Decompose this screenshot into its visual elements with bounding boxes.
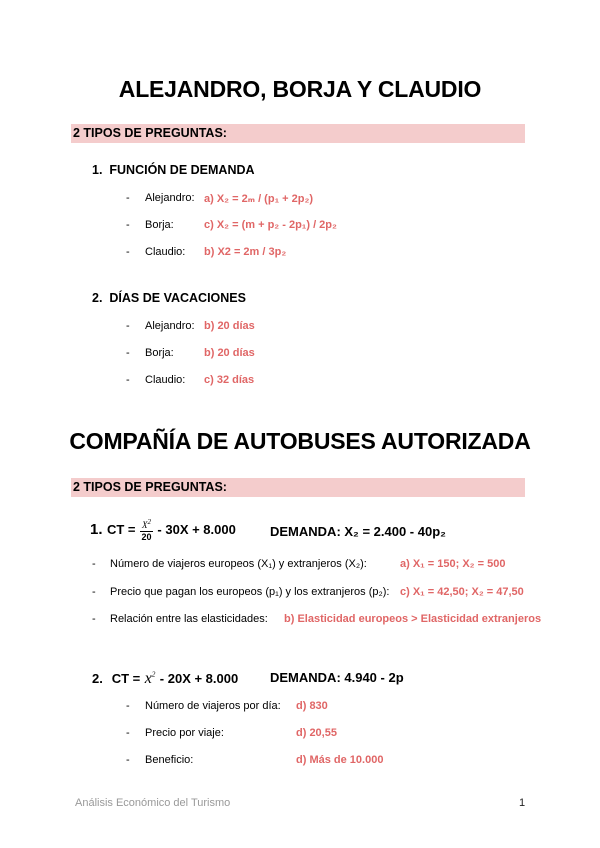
- bullet: -: [126, 192, 130, 204]
- s1-q2-item-answer: b) 20 días: [204, 320, 255, 332]
- bullet: -: [126, 374, 130, 386]
- bullet: -: [92, 586, 96, 598]
- s2-q1-number: 1.: [90, 521, 103, 539]
- bullet: -: [126, 727, 130, 739]
- s2-q2-demand: DEMANDA: 4.940 - 2p: [270, 670, 404, 685]
- ct-fraction-denominator: 20: [141, 532, 152, 542]
- ct-prefix: CT =: [111, 671, 141, 686]
- bullet: -: [126, 700, 130, 712]
- ct-fraction: [140, 517, 153, 543]
- ct-rest: - 30X + 8.000: [157, 522, 236, 538]
- s1-q1-item-answer: b) X2 = 2m / 3p₂: [204, 246, 287, 258]
- s2-q2-item-answer: d) 830: [296, 700, 328, 712]
- s1-q1-item-label: Alejandro:: [145, 192, 195, 204]
- s2-q2-formula: [92, 670, 238, 688]
- s1-q2-title: DÍAS DE VACACIONES: [109, 291, 246, 305]
- section1-title: ALEJANDRO, BORJA Y CLAUDIO: [118, 76, 482, 102]
- s1-q2-item-label: Alejandro:: [145, 320, 195, 332]
- s2-q1-item-answer: b) Elasticidad europeos > Elasticidad extranjeros: [284, 613, 542, 625]
- s2-q2-item-label: Precio por viaje:: [145, 727, 224, 739]
- s2-q1-item-answer: a) X₁ = 150; X₂ = 500: [400, 558, 506, 570]
- s1-q2-item-answer: b) 20 días: [204, 347, 255, 359]
- section2-band: [71, 478, 525, 497]
- section2-title: COMPAÑÍA DE AUTOBUSES AUTORIZADA: [69, 428, 531, 454]
- ct-prefix: CT =: [106, 522, 136, 538]
- s2-q2-item-answer: d) Más de 10.000: [296, 754, 384, 766]
- ct-x-squared: $x^2$: [144, 670, 156, 687]
- s1-q2-item-answer: c) 32 días: [204, 374, 255, 386]
- s2-q2-item-answer: d) 20,55: [296, 727, 337, 739]
- bullet: -: [92, 558, 96, 570]
- bullet: -: [126, 347, 130, 359]
- s1-q1-item-answer: a) X₂ = 2ₘ / (p₁ + 2p₂): [204, 193, 314, 205]
- s1-q2-number: 2.: [92, 291, 103, 305]
- s1-q1-item-answer: c) X₂ = (m + p₂ - 2p₁) / 2p₂: [204, 219, 337, 231]
- bullet: -: [126, 754, 130, 766]
- s2-q1-item-label: Precio que pagan los europeos (p₁) y los extranjeros (p₂):: [110, 586, 390, 598]
- s1-q1-number: 1.: [92, 163, 103, 177]
- section2-band-label: 2 TIPOS DE PREGUNTAS:: [73, 480, 227, 494]
- bullet: -: [92, 613, 96, 625]
- ct-rest: - 20X + 8.000: [159, 671, 239, 686]
- s1-q1-title: FUNCIÓN DE DEMANDA: [109, 163, 255, 177]
- bullet: -: [126, 246, 130, 258]
- s2-q1-formula: [90, 517, 236, 543]
- s2-q1-item-label: Relación entre las elasticidades:: [110, 613, 268, 625]
- section1-band-label: 2 TIPOS DE PREGUNTAS:: [73, 126, 227, 140]
- ct-fraction-numerator: $X^2$: [141, 518, 151, 530]
- s1-q2-item-label: Borja:: [145, 347, 174, 359]
- s2-q2-item-label: Beneficio:: [145, 754, 194, 766]
- bullet: -: [126, 320, 130, 332]
- s2-q1-item-answer: c) X₁ = 42,50; X₂ = 47,50: [400, 586, 524, 598]
- s2-q2-item-label: Número de viajeros por día:: [145, 700, 281, 712]
- s1-q1-item-label: Claudio:: [145, 246, 186, 258]
- footer-text: Análisis Económico del Turismo: [75, 797, 231, 809]
- page-number: 1: [519, 797, 526, 809]
- s1-q1-heading: [92, 163, 255, 177]
- bullet: -: [126, 219, 130, 231]
- s1-q1-item-label: Borja:: [145, 219, 174, 231]
- s2-q1-demand: DEMANDA: X₂ = 2.400 - 40p₂: [270, 524, 446, 539]
- s1-q2-item-label: Claudio:: [145, 374, 186, 386]
- s1-q2-heading: [92, 291, 246, 305]
- section1-band: [71, 124, 525, 143]
- s2-q2-number: 2.: [92, 671, 103, 686]
- s2-q1-item-label: Número de viajeros europeos (X₁) y extranjeros (X₂):: [110, 558, 367, 570]
